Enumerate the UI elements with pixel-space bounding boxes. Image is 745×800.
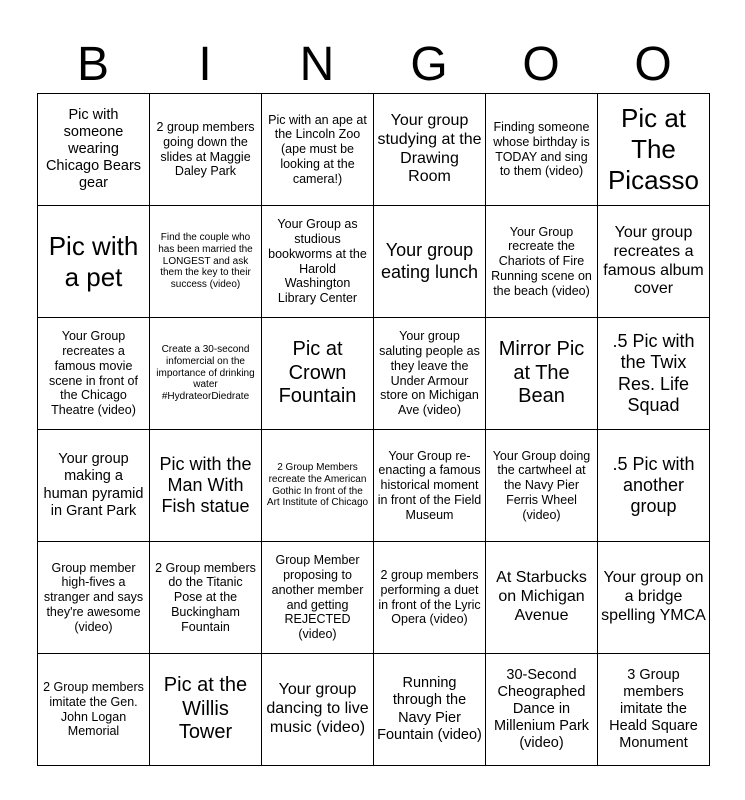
bingo-row	[38, 206, 710, 318]
header-letter-i: I	[198, 38, 212, 91]
bingo-row	[38, 542, 710, 654]
bingo-cell: Finding someone whose birthday is TODAY and sing to them (video)	[486, 94, 598, 206]
bingo-cell: Your group eating lunch	[374, 206, 486, 318]
bingo-cell: Find the couple who has been married the LONGEST and ask them the key to their success (video)	[150, 206, 262, 318]
bingo-cell: Pic with someone wearing Chicago Bears gear	[38, 94, 150, 206]
bingo-cell: Your group on a bridge spelling YMCA	[598, 542, 710, 654]
bingo-cell: Group Member proposing to another member and getting REJECTED (video)	[262, 542, 374, 654]
header-letter-n: N	[299, 38, 335, 91]
bingo-cell: 30-Second Cheographed Dance in Millenium Park (video)	[486, 654, 598, 766]
header-letter-b: B	[76, 38, 109, 91]
bingo-cell: Group member high-fives a stranger and says they're awesome (video)	[38, 542, 150, 654]
bingo-cell: At Starbucks on Michigan Avenue	[486, 542, 598, 654]
bingo-row	[38, 94, 710, 206]
bingo-grid	[37, 93, 710, 766]
bingo-cell: 2 Group members do the Titanic Pose at the Buckingham Fountain	[150, 542, 262, 654]
bingo-cell: .5 Pic with the Twix Res. Life Squad	[598, 318, 710, 430]
bingo-cell: Your group recreates a famous album cover	[598, 206, 710, 318]
bingo-row	[38, 654, 710, 766]
bingo-cell: Pic with the Man With Fish statue	[150, 430, 262, 542]
header-letter-g: G	[410, 38, 448, 91]
bingo-cell: Pic with a pet	[38, 206, 150, 318]
header-letter-o: O	[522, 38, 560, 91]
bingo-cell: Your group studying at the Drawing Room	[374, 94, 486, 206]
bingo-cell: Your group making a human pyramid in Grant Park	[38, 430, 150, 542]
bingo-cell: Pic at The Picasso	[598, 94, 710, 206]
bingo-cell: 2 Group Members recreate the American Gothic In front of the Art Institute of Chicago	[262, 430, 374, 542]
bingo-cell: 2 group members going down the slides at Maggie Daley Park	[150, 94, 262, 206]
bingo-row	[38, 430, 710, 542]
bingo-row	[38, 318, 710, 430]
bingo-cell: Your group saluting people as they leave the Under Armour store on Michigan Ave (video)	[374, 318, 486, 430]
header-letter-o-2: O	[634, 38, 672, 91]
bingo-header	[37, 36, 709, 94]
bingo-cell: Your Group re-enacting a famous historical moment in front of the Field Museum	[374, 430, 486, 542]
bingo-cell: Pic at the Willis Tower	[150, 654, 262, 766]
bingo-cell: 3 Group members imitate the Heald Square Monument	[598, 654, 710, 766]
bingo-cell: Your Group doing the cartwheel at the Navy Pier Ferris Wheel (video)	[486, 430, 598, 542]
bingo-cell: .5 Pic with another group	[598, 430, 710, 542]
bingo-cell: Your Group recreate the Chariots of Fire Running scene on the beach (video)	[486, 206, 598, 318]
bingo-cell: Your group dancing to live music (video)	[262, 654, 374, 766]
bingo-cell: Pic with an ape at the Lincoln Zoo (ape must be looking at the camera!)	[262, 94, 374, 206]
bingo-cell: Pic at Crown Fountain	[262, 318, 374, 430]
bingo-cell: Create a 30-second infomercial on the importance of drinking water #HydrateorDiedrate	[150, 318, 262, 430]
bingo-cell: Your Group as studious bookworms at the Harold Washington Library Center	[262, 206, 374, 318]
bingo-cell: Your Group recreates a famous movie scene in front of the Chicago Theatre (video)	[38, 318, 150, 430]
bingo-cell: Mirror Pic at The Bean	[486, 318, 598, 430]
bingo-cell: Running through the Navy Pier Fountain (video)	[374, 654, 486, 766]
bingo-cell: 2 group members performing a duet in front of the Lyric Opera (video)	[374, 542, 486, 654]
bingo-cell: 2 Group members imitate the Gen. John Logan Memorial	[38, 654, 150, 766]
